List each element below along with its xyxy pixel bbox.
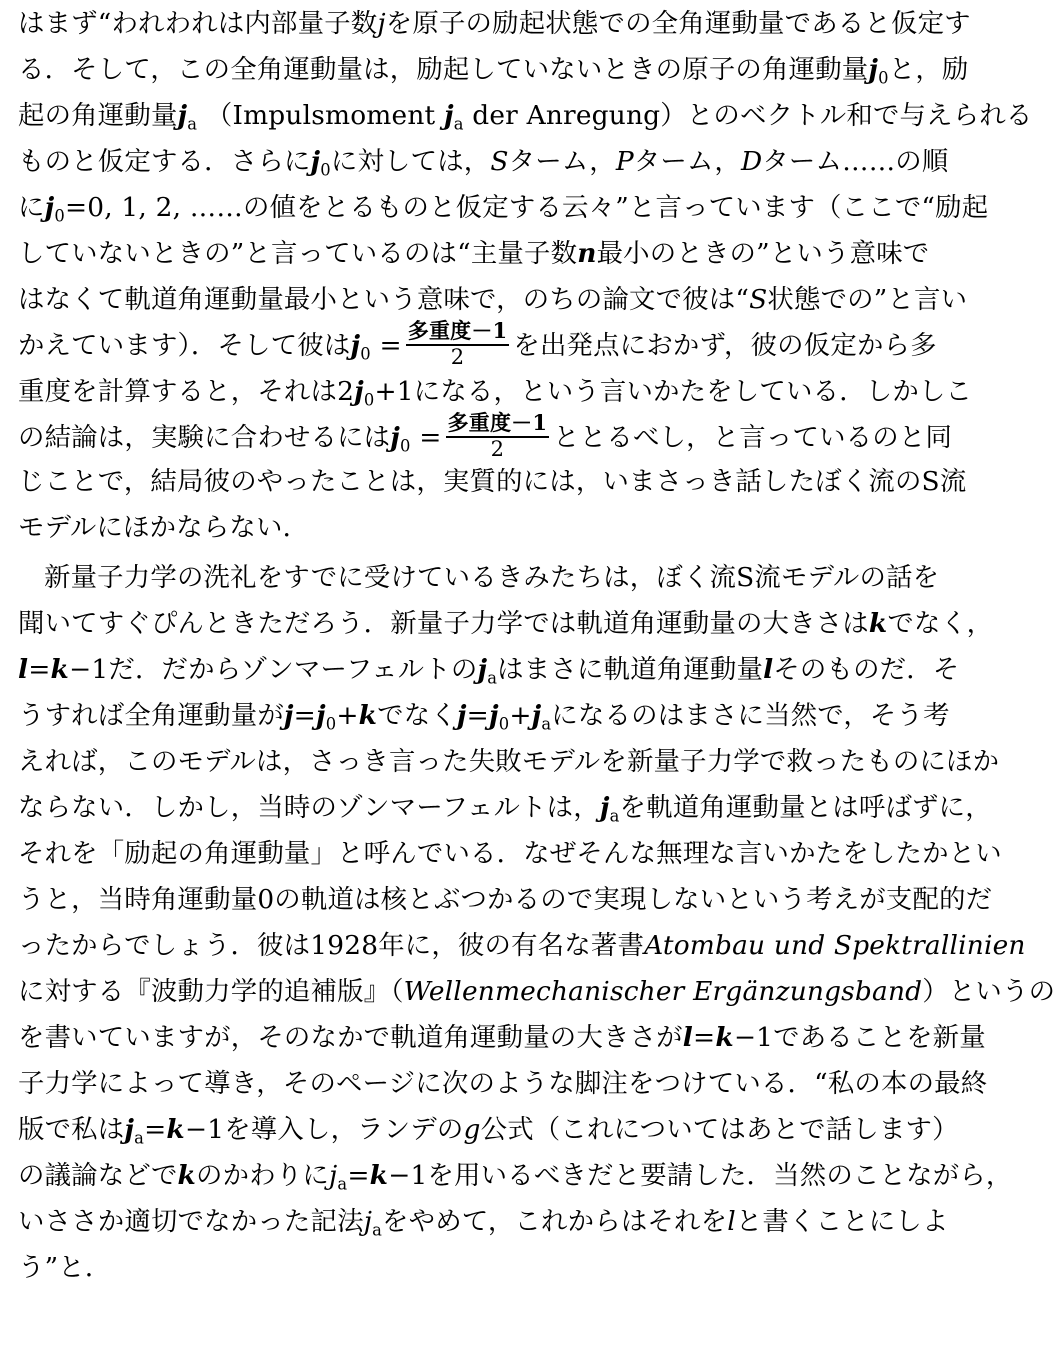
text-line: l=k−1だ．だからゾンマーフェルトの$j_a$はまさに軌道角運動量lそのものだ．そ (18, 654, 960, 688)
fraction (406, 318, 510, 368)
text-line-with-fraction: の結論は，実験に合わせるには$j_0$ = $\frac{\text{多重度－1}}{2}$ ととるべし，と言っているのと同 (18, 410, 953, 461)
text-line: いささか適切でなかった記法$j_a$をやめて，これからはそれをlと書くことにしよ (18, 1206, 949, 1240)
fraction (446, 410, 550, 460)
text-line: 重度を計算すると，それは$2j_0+1$になる，という言いかたをしている．しかしこ (18, 376, 973, 410)
text-line: に$j_0=0$, 1, 2, ……の値をとるものと仮定する云々”と言っています（ここで“励起 (18, 192, 989, 226)
text-line: うすれば全角運動量が$j=j_0+k$でなく$j=j_0+j_a$になるのはまさに当然で，そう考 (18, 700, 950, 734)
text-line: それを「励起の角運動量」と呼んでいる．なぜそんな無理な言いかたをしたかとい (18, 838, 1002, 869)
text-line: じことで，結局彼のやったことは，実質的には，いまさっき話したぼく流のS流 (18, 466, 967, 497)
text-line: 起の角運動量$j_a$ （Impulsmoment $j_a$ der Anregung）とのベクトル和で与えられる (18, 100, 1033, 134)
text-line: う”と． (18, 1252, 112, 1283)
text-line: 版で私は$j_a=k-1$を導入し，ランデのg公式（これについてはあとで話します） (18, 1114, 959, 1148)
text-line: ったからでしょう．彼は1928年に，彼の有名な著書Atombau und Spektrallinien (18, 930, 1026, 961)
text-line: 聞いてすぐぴんときただろう．新量子力学では軌道角運動量の大きさはkでなく， (18, 608, 994, 639)
fraction-denominator: 2 (450, 345, 465, 369)
fraction-numerator: 多重度－1 (406, 318, 510, 346)
text-line: に対する『波動力学的追補版』（Wellenmechanischer Ergänzungsband）というの (18, 976, 1055, 1007)
text-line: うと，当時角運動量0の軌道は核とぶつかるので実現しないという考えが支配的だ (18, 884, 993, 915)
text-line: していないときの”と言っているのは“主量子数n最小のときの”という意味で (18, 238, 930, 269)
text-line: の議論などでkのかわりに$j_a=k-1$を用いるべきだと要請した．当然のことながら， (18, 1160, 1013, 1194)
text-line: はまず“われわれは内部量子数jを原子の励起状態での全角運動量であると仮定す (18, 8, 971, 39)
text-line: 子力学によって導き，そのページに次のような脚注をつけている．“私の本の最終 (18, 1068, 988, 1099)
text-line: ものと仮定する．さらに$j_0$に対しては，Sターム，Pターム，Dターム……の順 (18, 146, 949, 180)
text-line: を書いていますが，そのなかで軌道角運動量の大きさがl=k−1であることを新量 (18, 1022, 986, 1053)
text-line: えれば，このモデルは，さっき言った失敗モデルを新量子力学で救ったものにほか (18, 746, 1000, 777)
fraction-denominator: 2 (490, 437, 505, 461)
text-line: モデルにほかならない． (18, 512, 310, 543)
text-line: る．そして，この全角運動量は，励起していないときの原子の角運動量$j_0$と，励 (18, 54, 969, 88)
text-line: はなくて軌道角運動量最小という意味で，のちの論文で彼は“S状態での”と言い (18, 284, 968, 315)
text-line: 新量子力学の洗礼をすでに受けているきみたちは，ぼく流S流モデルの話を (44, 562, 940, 593)
text-line-with-fraction: かえています）．そして彼は$j_0$ = $\frac{\text{多重度－1}}{2}$ を出発点におかず，彼の仮定から多 (18, 318, 937, 369)
fraction-numerator: 多重度－1 (446, 410, 550, 438)
text-line: ならない．しかし，当時のゾンマーフェルトは，$j_a$を軌道角運動量とは呼ばずに， (18, 792, 992, 826)
